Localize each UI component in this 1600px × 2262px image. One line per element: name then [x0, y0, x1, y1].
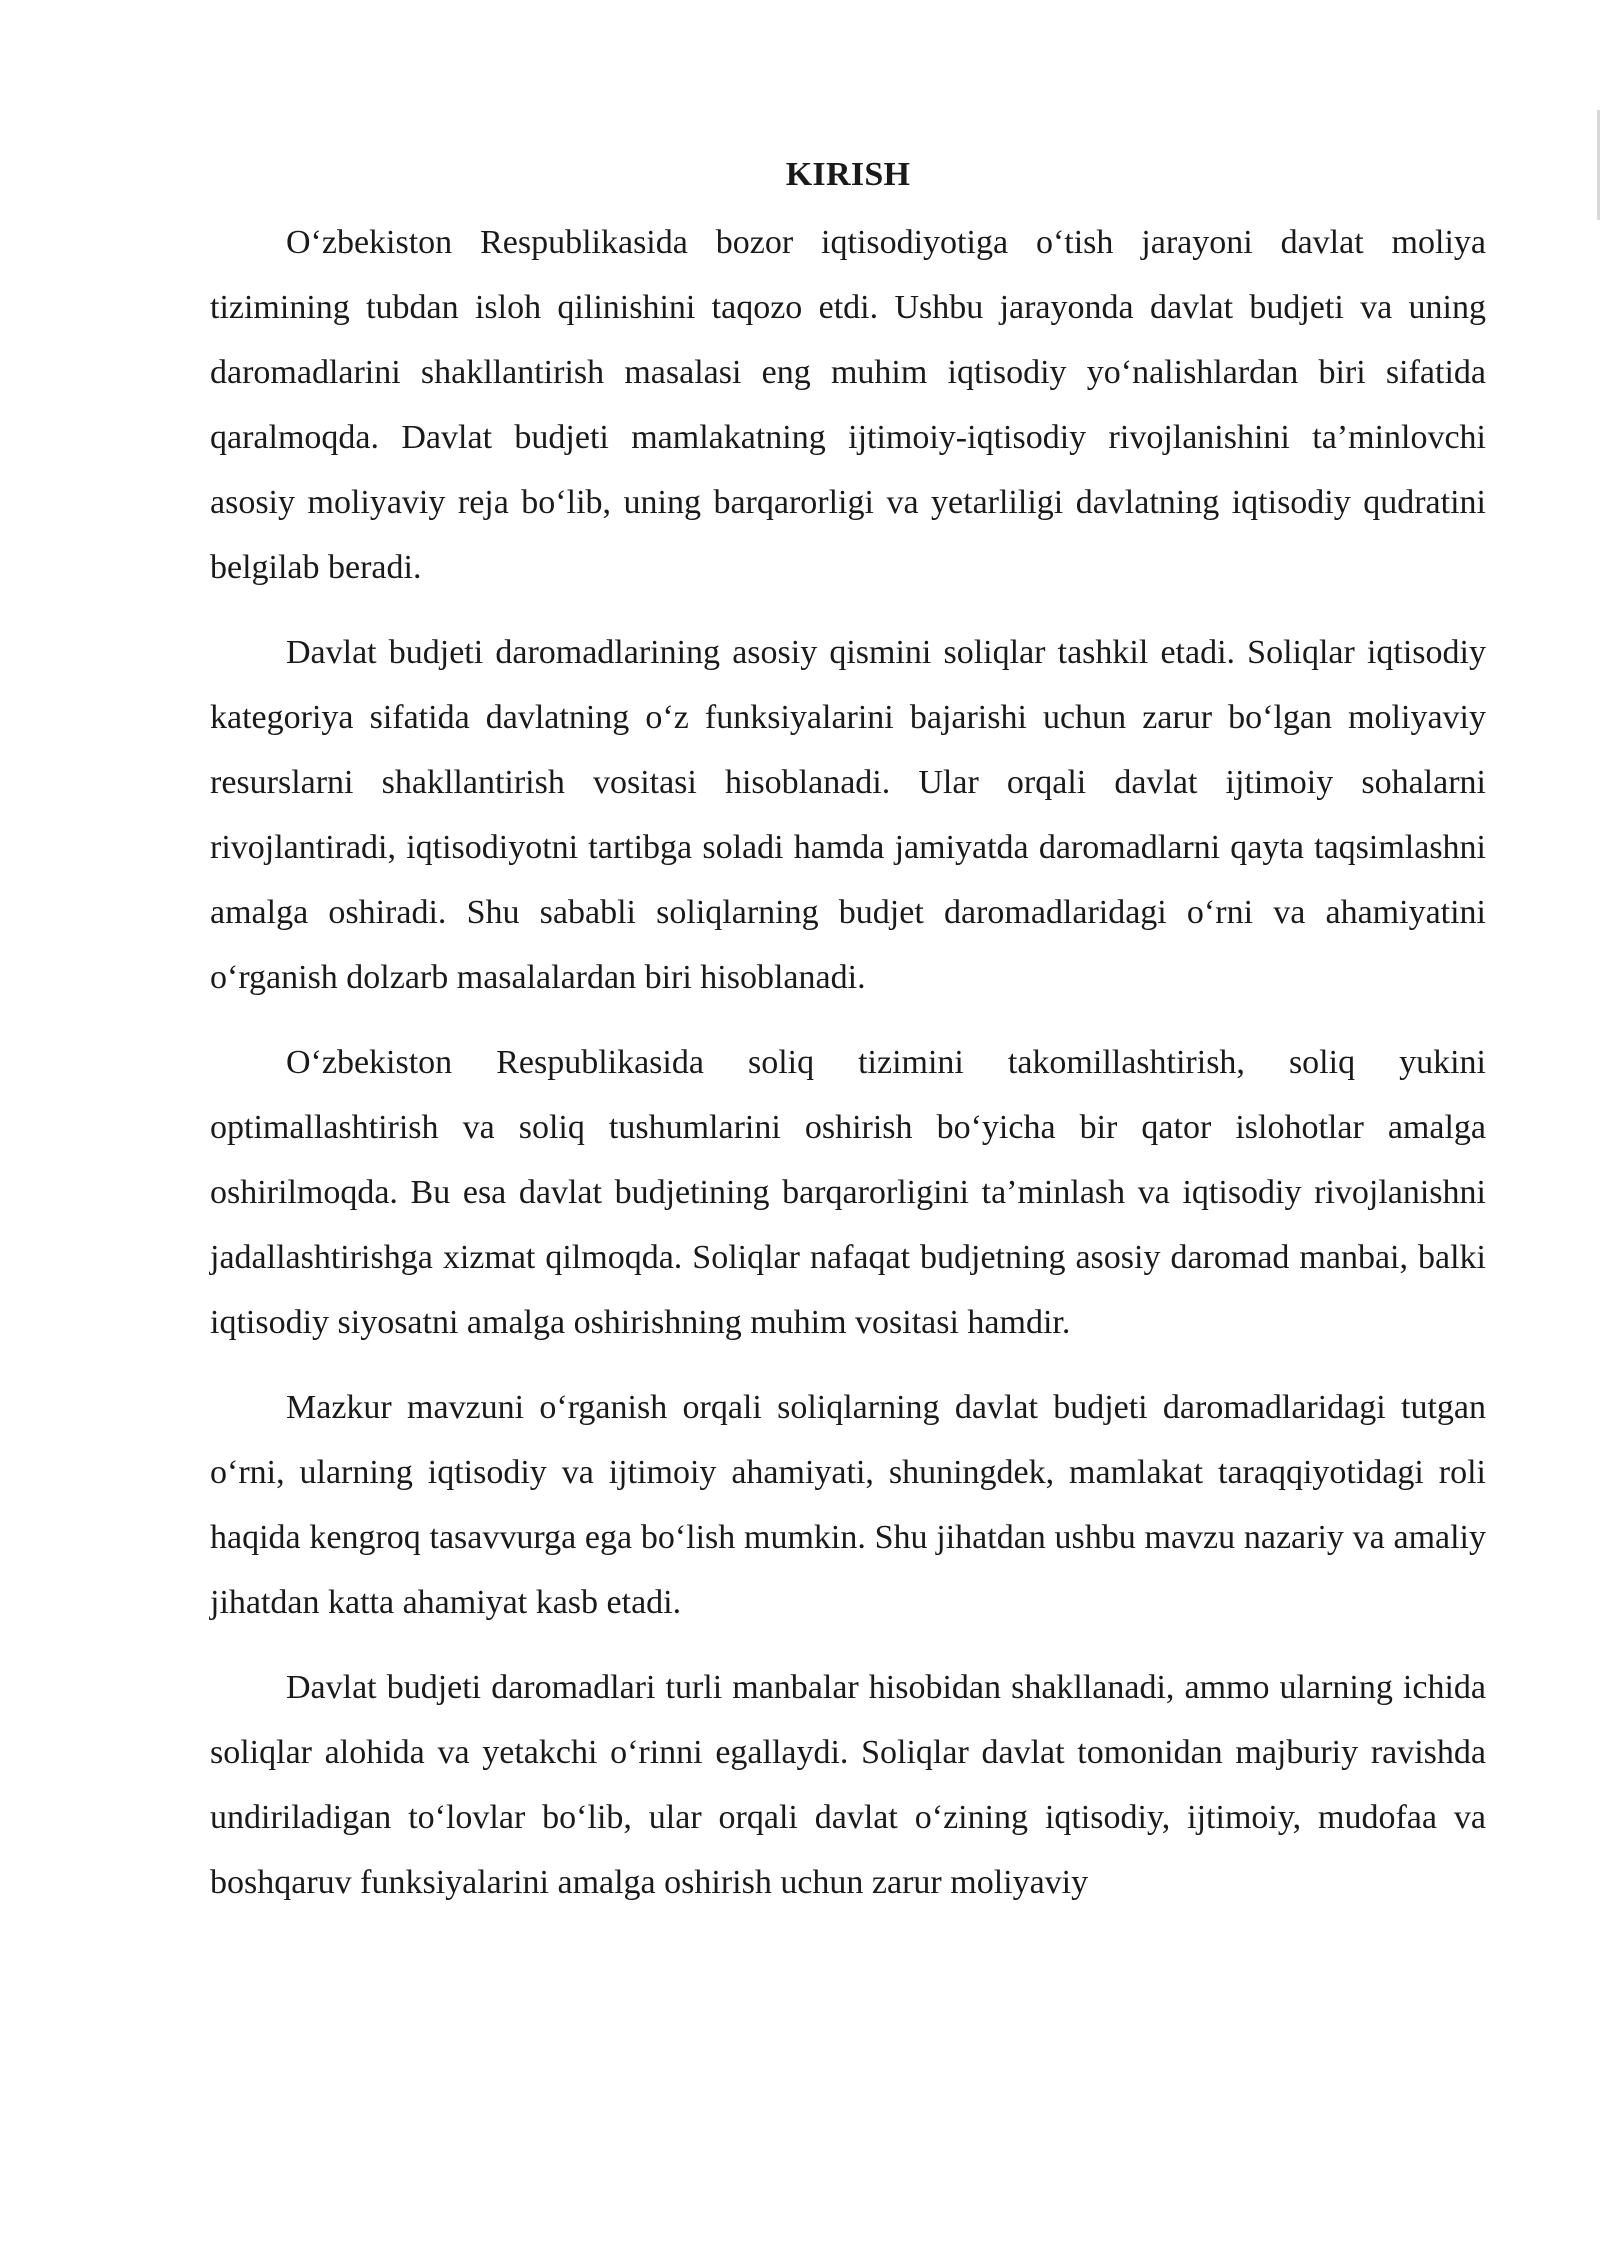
paragraph-5: Davlat budjeti daromadlari turli manbalar hisobidan shakllanadi, ammo ularning ichida soliqlar alohida va yetakchi o‘rinni egallaydi. Soliqlar davlat tomonidan majburiy ravishda undiriladigan to‘lovlar bo‘lib, ular orqali davlat o‘zining iqtisodiy, ijtimoiy, mudofaa va boshqaruv funksiyalarini amalga oshirish uchun zarur moliyaviy [210, 1669, 1486, 1901]
section-title: KIRISH [785, 156, 911, 193]
paragraph-2: Davlat budjeti daromadlarining asosiy qismini soliqlar tashkil etadi. Soliqlar iqtisodiy kategoriya sifatida davlatning o‘z funksiyalarini bajarishi uchun zarur bo‘lgan moliyaviy resurslarni shakllantirish vositasi hisoblanadi. Ular orqali davlat ijtimoiy sohalarni rivojlantiradi, iqtisodiyotni tartibga soladi hamda jamiyatda daromadlarni qayta taqsimlashni amalga oshiradi. Shu sababli soliqlarning budjet daromadlaridagi o‘rni va ahamiyatini o‘rganish dolzarb masalalardan biri hisoblanadi. [210, 634, 1486, 996]
paragraph-1: O‘zbekiston Respublikasida bozor iqtisodiyotiga o‘tish jarayoni davlat moliya tizimining tubdan isloh qilinishini taqozo etdi. Ushbu jarayonda davlat budjeti va uning daromadlarini shakllantirish masalasi eng muhim iqtisodiy yo‘nalishlardan biri sifatida qaralmoqda. Davlat budjeti mamlakatning ijtimoiy-iqtisodiy rivojlanishini ta’minlovchi asosiy moliyaviy reja bo‘lib, uning barqarorligi va yetarliligi davlatning iqtisodiy qudratini belgilab beradi. [210, 224, 1486, 586]
document-body [210, 150, 1486, 1915]
paragraph-4: Mazkur mavzuni o‘rganish orqali soliqlarning davlat budjeti daromadlaridagi tutgan o‘rni, ularning iqtisodiy va ijtimoiy ahamiyati, shuningdek, mamlakat taraqqiyotidagi roli haqida kengroq tasavvurga ega bo‘lish mumkin. Shu jihatdan ushbu mavzu nazariy va amaliy jihatdan katta ahamiyat kasb etadi. [210, 1389, 1486, 1621]
paragraph-3: O‘zbekiston Respublikasida soliq tizimini takomillashtirish, soliq yukini optimallashtirish va soliq tushumlarini oshirish bo‘yicha bir qator islohotlar amalga oshirilmoqda. Bu esa davlat budjetining barqarorligini ta’minlash va iqtisodiy rivojlanishni jadallashtirishga xizmat qilmoqda. Soliqlar nafaqat budjetning asosiy daromad manbai, balki iqtisodiy siyosatni amalga oshirishning muhim vositasi hamdir. [210, 1044, 1486, 1341]
